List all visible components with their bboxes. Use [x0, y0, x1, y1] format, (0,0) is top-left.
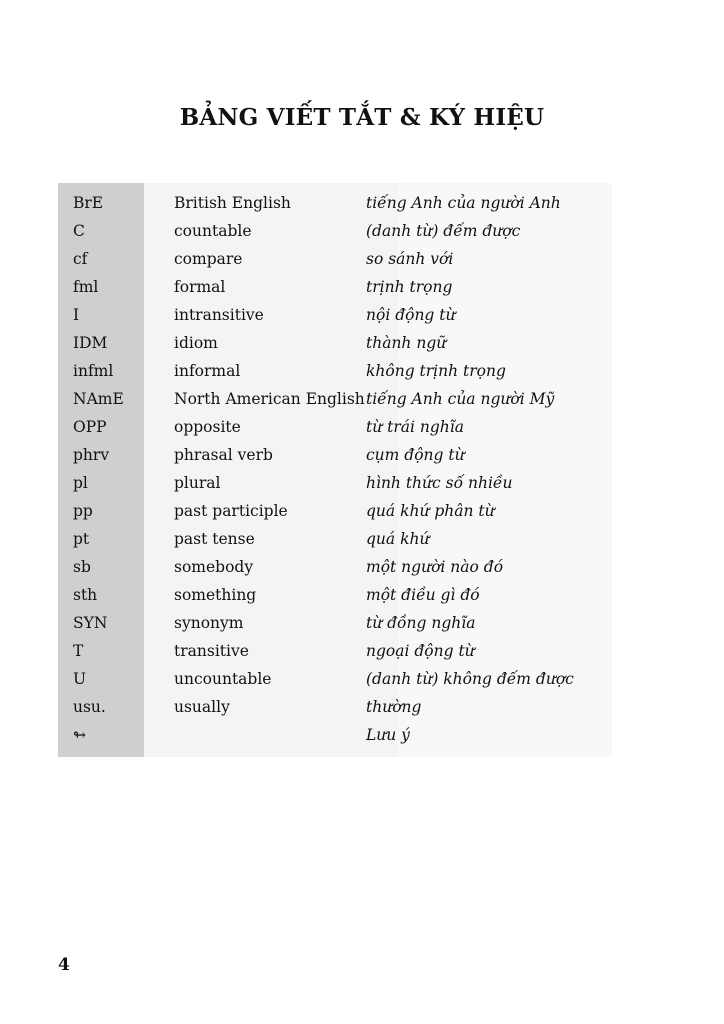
english-meaning: countable	[174, 222, 252, 240]
note-pointer-icon: ↬	[73, 726, 86, 744]
english-meaning: opposite	[174, 418, 241, 436]
english-meaning: past participle	[174, 502, 288, 520]
table-row	[58, 301, 612, 329]
table-row	[58, 525, 612, 553]
vietnamese-meaning: Lưu ý	[366, 726, 410, 744]
vietnamese-meaning: quá khứ phân từ	[366, 502, 495, 520]
abbreviation: BrE	[73, 194, 104, 212]
table-row	[58, 273, 612, 301]
vietnamese-meaning: quá khứ	[366, 530, 430, 548]
abbreviation: usu.	[73, 698, 106, 716]
english-meaning: plural	[174, 474, 221, 492]
table-row	[58, 441, 612, 469]
english-meaning: formal	[174, 278, 226, 296]
english-meaning: uncountable	[174, 670, 272, 688]
english-meaning: something	[174, 586, 257, 604]
english-meaning: informal	[174, 362, 241, 380]
table-row	[58, 245, 612, 273]
abbreviation: C	[73, 222, 85, 240]
table-row	[58, 693, 612, 721]
table-row	[58, 637, 612, 665]
vietnamese-meaning: ngoại động từ	[366, 642, 475, 660]
table-row	[58, 413, 612, 441]
english-meaning: past tense	[174, 530, 255, 548]
table-row	[58, 329, 612, 357]
abbreviation: sth	[73, 586, 98, 604]
vietnamese-meaning: hình thức số nhiều	[366, 474, 513, 492]
vietnamese-meaning: từ đồng nghĩa	[366, 614, 476, 632]
abbreviation: sb	[73, 558, 91, 576]
table-row	[58, 581, 612, 609]
english-meaning: idiom	[174, 334, 218, 352]
table-row	[58, 469, 612, 497]
abbreviation: pl	[73, 474, 88, 492]
abbreviation: pt	[73, 530, 90, 548]
vietnamese-meaning: cụm động từ	[366, 446, 465, 464]
english-meaning: phrasal verb	[174, 446, 273, 464]
english-meaning: somebody	[174, 558, 254, 576]
english-meaning: compare	[174, 250, 243, 268]
vietnamese-meaning: một người nào đó	[366, 558, 504, 576]
abbreviation: SYN	[73, 614, 108, 632]
vietnamese-meaning: nội động từ	[366, 306, 456, 324]
vietnamese-meaning: không trịnh trọng	[366, 362, 506, 380]
vietnamese-meaning: từ trái nghĩa	[366, 418, 464, 436]
abbreviation: pp	[73, 502, 93, 520]
vietnamese-meaning: trịnh trọng	[366, 278, 453, 296]
table-row	[58, 385, 612, 413]
english-meaning: intransitive	[174, 306, 264, 324]
vietnamese-meaning: một điều gì đó	[366, 586, 480, 604]
abbreviation: infml	[73, 362, 114, 380]
english-meaning: transitive	[174, 642, 249, 660]
table-row	[58, 217, 612, 245]
abbreviation: I	[73, 306, 80, 324]
table-row	[58, 553, 612, 581]
vietnamese-meaning: tiếng Anh của người Mỹ	[366, 390, 555, 408]
abbreviation: OPP	[73, 418, 107, 436]
english-meaning: synonym	[174, 614, 244, 632]
vietnamese-meaning: (danh từ) không đếm được	[366, 670, 574, 688]
abbreviation: IDM	[73, 334, 108, 352]
english-meaning: North American English	[174, 390, 365, 408]
english-meaning: usually	[174, 698, 230, 716]
vietnamese-meaning: thường	[366, 698, 422, 716]
table-row	[58, 497, 612, 525]
vietnamese-meaning: tiếng Anh của người Anh	[366, 194, 561, 212]
abbreviations-table	[58, 183, 612, 757]
page-title: BẢNG VIẾT TẮT & KÝ HIỆU	[179, 104, 545, 131]
page-number: 4	[58, 955, 70, 975]
abbreviation: phrv	[73, 446, 110, 464]
table-row	[58, 189, 612, 217]
english-meaning: British English	[174, 194, 291, 212]
vietnamese-meaning: thành ngữ	[366, 334, 447, 352]
abbreviation: fml	[73, 278, 99, 296]
table-row	[58, 665, 612, 693]
table-row	[58, 721, 612, 749]
abbreviation: U	[73, 670, 87, 688]
vietnamese-meaning: so sánh với	[366, 250, 454, 268]
table-row	[58, 357, 612, 385]
abbreviation: T	[73, 642, 84, 660]
abbreviation: NAmE	[73, 390, 124, 408]
abbreviation: cf	[73, 250, 88, 268]
vietnamese-meaning: (danh từ) đếm được	[366, 222, 521, 240]
table-row	[58, 609, 612, 637]
